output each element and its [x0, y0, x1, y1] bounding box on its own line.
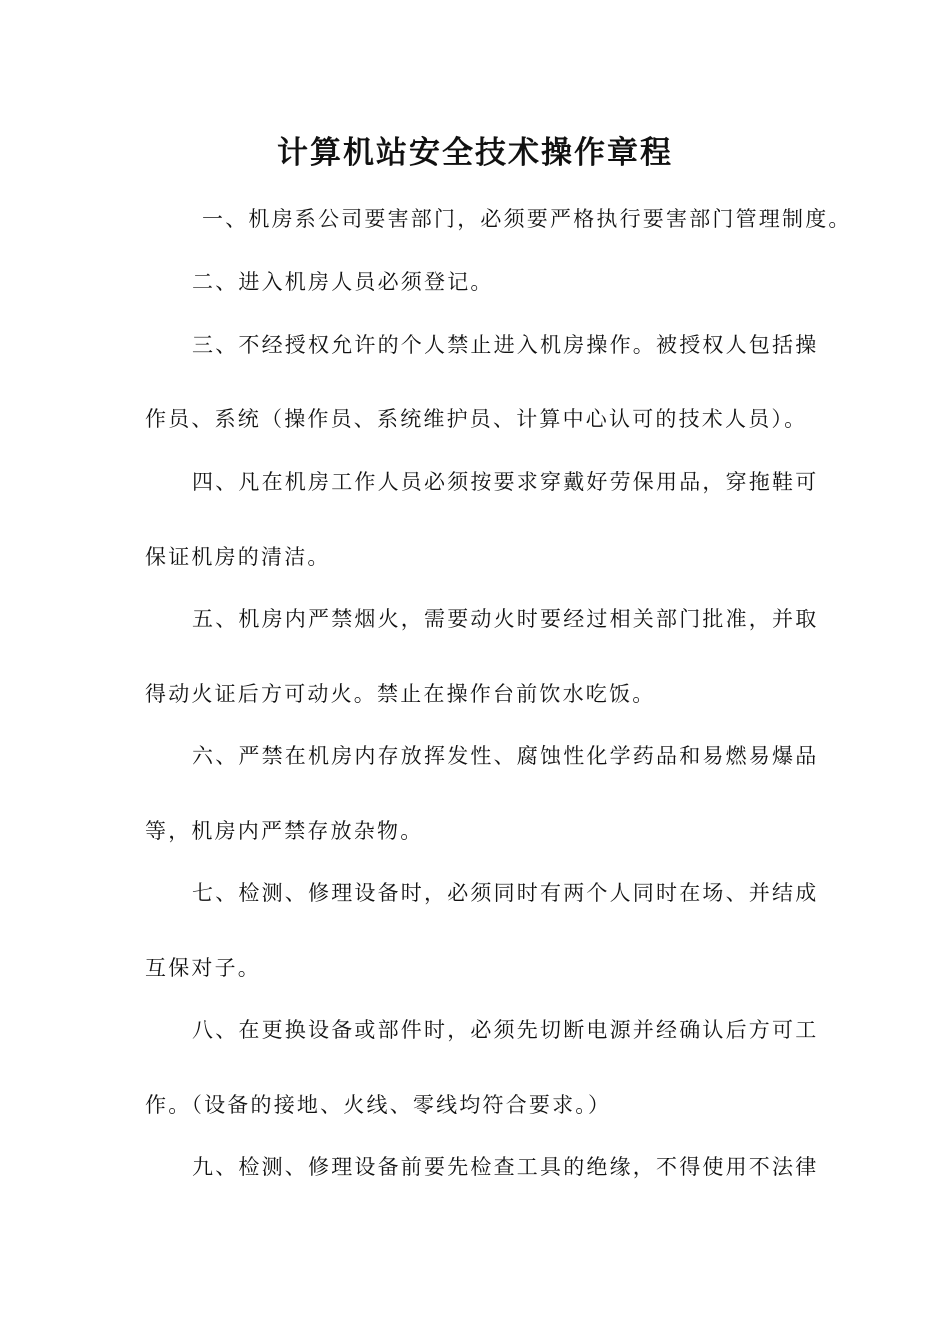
rule-5-line-2: 得动火证后方可动火。禁止在操作台前饮水吃饭。	[145, 682, 656, 706]
rule-7-line-2: 互保对子。	[145, 956, 261, 980]
rule-5-line-1: 五、机房内严禁烟火，需要动火时要经过相关部门批准，并取	[192, 607, 819, 631]
rule-1-line-1: 一、机房系公司要害部门，必须要严格执行要害部门管理制度。	[202, 207, 852, 231]
rule-8-line-2: 作。（设备的接地、火线、零线均符合要求。）	[145, 1093, 612, 1117]
rule-4-line-1: 四、凡在机房工作人员必须按要求穿戴好劳保用品，穿拖鞋可	[192, 470, 819, 494]
rule-6-line-2: 等，机房内严禁存放杂物。	[145, 819, 424, 843]
rule-9-line-1: 九、检测、修理设备前要先检查工具的绝缘，不得使用不法律	[192, 1155, 819, 1179]
document-title: 计算机站安全技术操作章程	[277, 135, 673, 171]
rule-4-line-2: 保证机房的清洁。	[145, 545, 331, 569]
rule-8-line-1: 八、在更换设备或部件时，必须先切断电源并经确认后方可工	[192, 1018, 819, 1042]
rule-7-line-1: 七、检测、修理设备时，必须同时有两个人同时在场、并结成	[192, 881, 819, 905]
rule-3-line-2: 作员、系统（操作员、系统维护员、计算中心认可的技术人员）。	[145, 407, 808, 431]
rule-2-line-1: 二、进入机房人员必须登记。	[192, 270, 494, 294]
rule-3-line-1: 三、不经授权允许的个人禁止进入机房操作。被授权人包括操	[192, 333, 819, 357]
rule-6-line-1: 六、严禁在机房内存放挥发性、腐蚀性化学药品和易燃易爆品	[192, 744, 819, 768]
